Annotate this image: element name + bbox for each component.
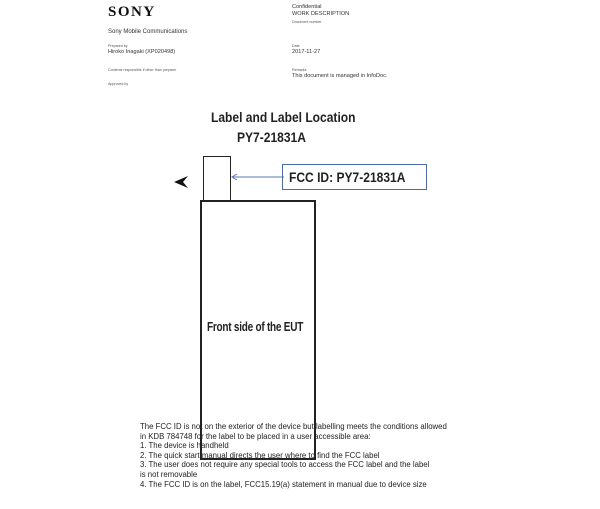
date-label: Date [292, 44, 300, 48]
figure-title: Label and Label Location [211, 109, 356, 125]
sony-logo: SONY [108, 4, 156, 20]
notes-block [140, 422, 447, 489]
company-name: Sony Mobile Communications [108, 29, 188, 35]
prepared-by-label: Prepared by [108, 44, 128, 48]
remarks-value: This document is managed in InfoDoc. [292, 73, 388, 79]
fcc-id-label: FCC ID: PY7-21831A [289, 169, 406, 185]
document-number-label: Document number [292, 20, 322, 24]
confidential-label: Confidential [292, 4, 322, 10]
notes-line: 3. The user does not require any special tools to access the FCC label and the label [140, 460, 430, 470]
pointer-arrow-icon [229, 172, 285, 182]
remarks-label: Remarks [292, 68, 307, 72]
arrowhead-icon [172, 175, 190, 189]
notes-line: 1. The device is handheld [140, 441, 229, 451]
eut-label: Front side of the EUT [207, 320, 304, 334]
date-value: 2017-11-27 [292, 49, 321, 55]
notes-line: in KDB 784748 for the label to be placed in a user accessible area: [140, 431, 371, 441]
contents-responsible-label: Contents responsible if other than preparer [108, 68, 177, 72]
approved-by-label: Approved by [108, 82, 129, 86]
label-tab [203, 156, 231, 202]
prepared-by-value: Hiroko Inagaki (XP020498) [108, 49, 176, 55]
notes-line: 2. The quick start manual directs the user where to find the FCC label [140, 450, 380, 460]
document-type: WORK DESCRIPTION [292, 11, 350, 17]
notes-line: is not removable [140, 469, 198, 479]
notes-line: The FCC ID is not on the exterior of the device but labelling meets the conditions allowed [140, 422, 447, 431]
figure-subtitle: PY7-21831A [237, 129, 306, 145]
notes-line: 4. The FCC ID is on the label, FCC15.19(a) statement in manual due to device size [140, 479, 427, 489]
